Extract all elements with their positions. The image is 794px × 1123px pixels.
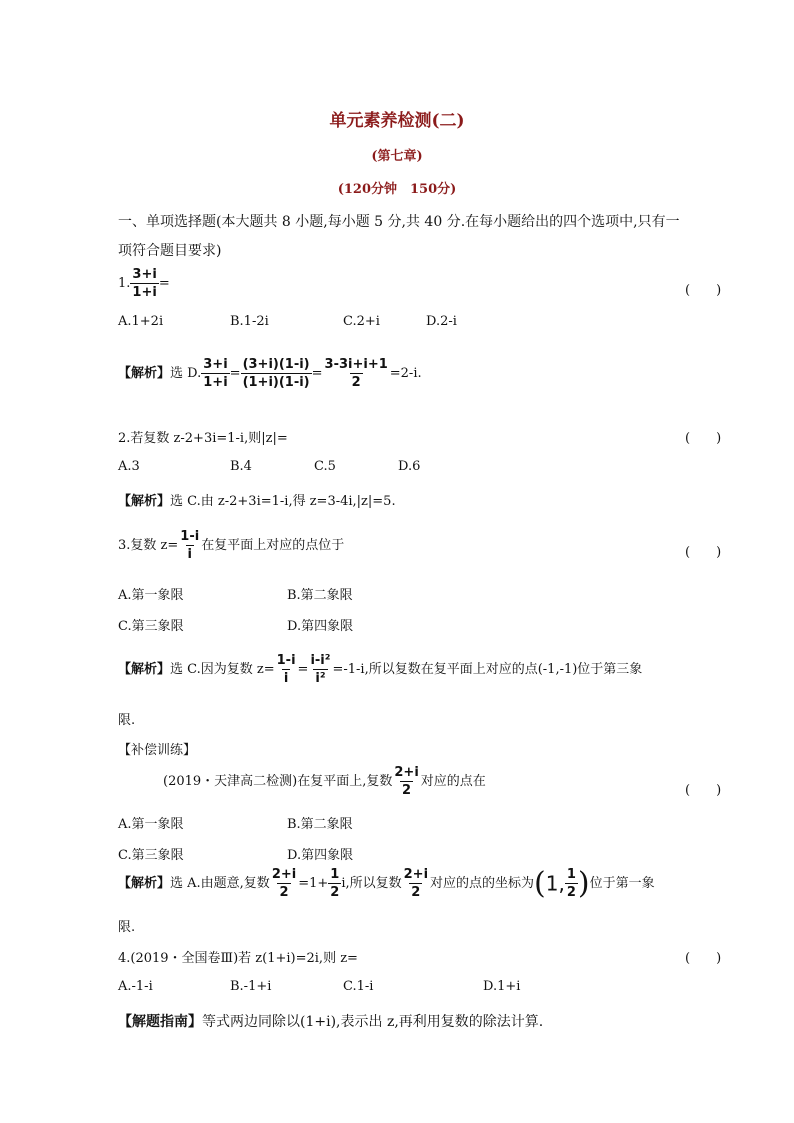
q2-option-b: B.4 [230, 459, 252, 474]
q1-option-b: B.1-2i [230, 314, 269, 329]
q3-option-b: B.第二象限 [287, 588, 353, 603]
supplement-option-a: A.第一象限 [118, 817, 184, 832]
section-heading-line2: 项符合题目要求) [118, 243, 222, 259]
time-score: (120分钟 150分) [337, 182, 457, 197]
q2-option-d: D.6 [398, 459, 421, 474]
q1-stem: 1. $\frac{3+i}{1+i}$ = [118, 267, 170, 300]
q4-guide: 【解题指南】等式两边同除以(1+i),表示出 z,再利用复数的除法计算. [118, 1014, 544, 1030]
supplement-analysis-line2: 限. [118, 920, 136, 935]
q3-stem: 3.复数 z= $\frac{1-i}{i}$ 在复平面上对应的点位于 [118, 529, 345, 562]
q4-option-c: C.1-i [343, 979, 374, 994]
q2-answer-paren: ( ) [685, 431, 722, 446]
supplement-option-b: B.第二象限 [287, 817, 353, 832]
page-title: 单元素养检测(二) [329, 111, 465, 131]
q4-option-d: D.1+i [483, 979, 521, 994]
supplement-stem: (2019・天津高二检测)在复平面上,复数 $\frac{2+i}{2}$ 对应的点在 [163, 765, 486, 798]
supplement-answer-paren: ( ) [685, 783, 722, 798]
q2-analysis: 【解析】选 C.由 z-2+3i=1-i,得 z=3-4i,|z|=5. [118, 494, 396, 509]
q1-option-c: C.2+i [343, 314, 380, 329]
q3-analysis: 【解析】选 C.因为复数 z= $\frac{1-i}{i}$ = $\frac{\text{i-i²}}{\text{i²}}$ =-1-i,所以复数在复平面上对应的点(-1,-1)位于第三象 [118, 653, 643, 686]
q3-option-c: C.第三象限 [118, 619, 184, 634]
q4-option-a: A.-1-i [118, 979, 153, 994]
q2-option-c: C.5 [314, 459, 336, 474]
q4-option-b: B.-1+i [230, 979, 272, 994]
q2-stem: 2.若复数 z-2+3i=1-i,则|z|= [118, 431, 288, 446]
q2-option-a: A.3 [118, 459, 140, 474]
chapter-label: (第七章) [371, 149, 423, 164]
q1-analysis: 【解析】选 D. $\frac{3+i}{1+i}$ = $\frac{(3+i)(1-i)}{(1+i)(1-i)}$ = $\frac{3-3i+i+1}{2}$ =2-i. [118, 357, 422, 390]
q3-answer-paren: ( ) [685, 545, 722, 560]
q3-analysis-line2: 限. [118, 713, 136, 728]
q4-stem: 4.(2019・全国卷Ⅲ)若 z(1+i)=2i,则 z= [118, 951, 358, 966]
q1-answer-paren: ( ) [685, 283, 722, 298]
q4-answer-paren: ( ) [685, 951, 722, 966]
q1-option-d: D.2-i [426, 314, 457, 329]
supplement-tag: 【补偿训练】 [118, 743, 197, 758]
supplement-analysis: 【解析】选 A.由题意,复数 $\frac{2+i}{2}$ =1+ $\frac{1}{2}$ i,所以复数 $\frac{2+i}{2}$ 对应的点的坐标为(1, $\frac{1}{2}$ )位于第一象 [118, 866, 655, 901]
q3-option-a: A.第一象限 [118, 588, 184, 603]
q1-option-a: A.1+2i [118, 314, 164, 329]
supplement-option-c: C.第三象限 [118, 848, 184, 863]
q3-option-d: D.第四象限 [287, 619, 354, 634]
supplement-option-d: D.第四象限 [287, 848, 354, 863]
section-heading-line1: 一、单项选择题(本大题共 8 小题,每小题 5 分,共 40 分.在每小题给出的四个选项中,只有一 [118, 214, 680, 230]
